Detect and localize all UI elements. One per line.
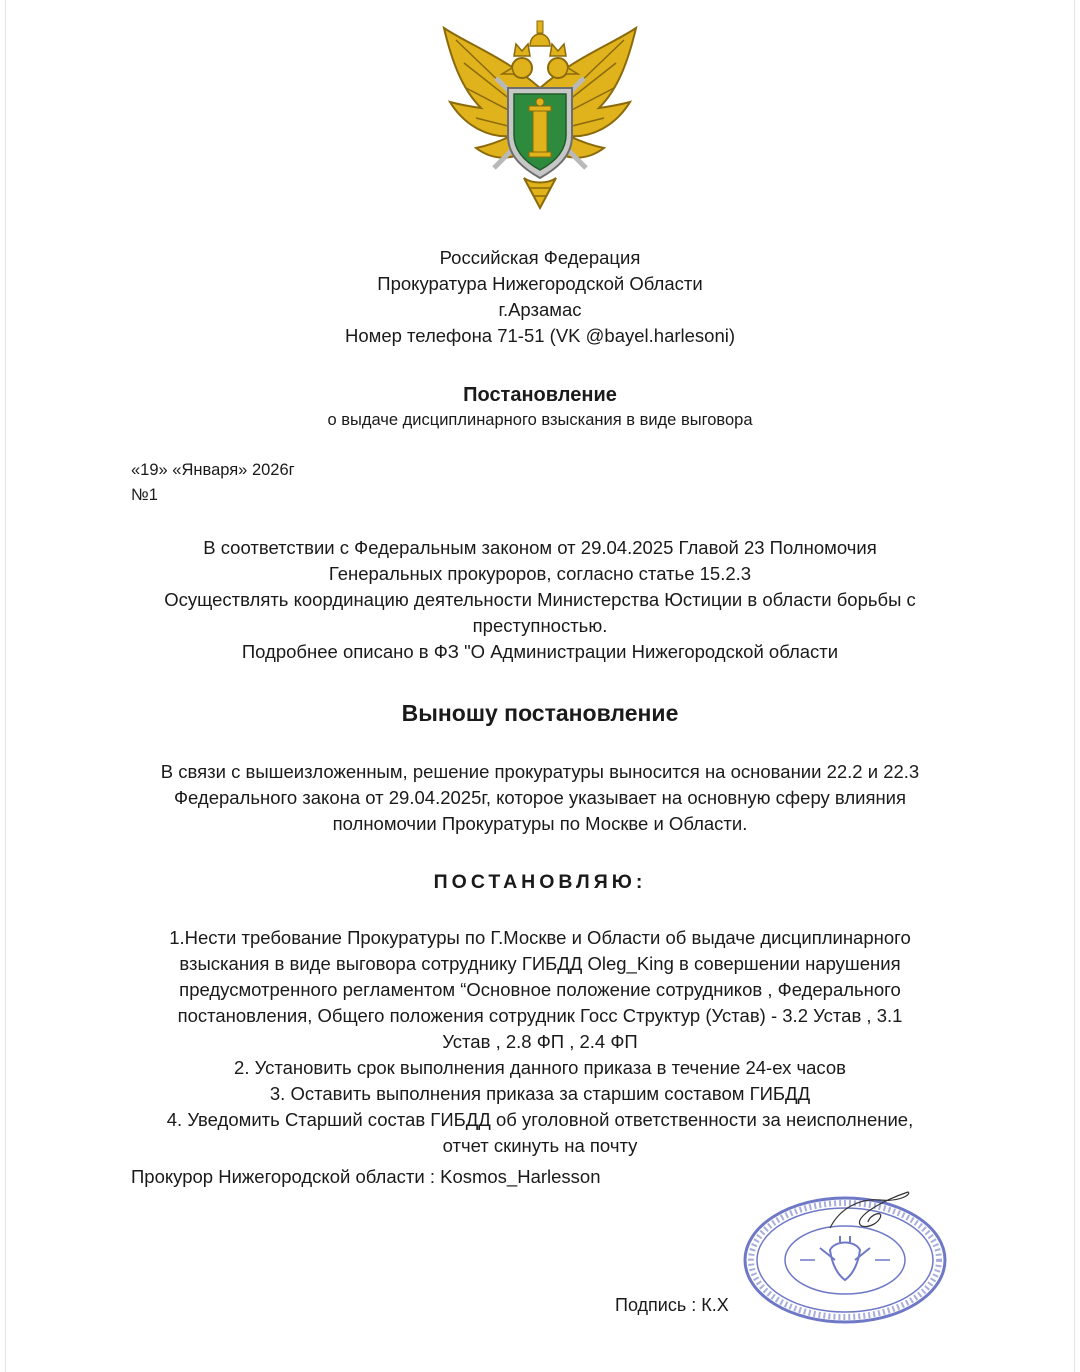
paragraph-line: преступностью.	[472, 615, 608, 636]
decree-item-line: 3. Оставить выполнения приказа за старшим составом ГИБДД	[269, 1083, 811, 1104]
decree-item-line: постановления, Общего положения сотрудник Госс Структур (Устав) - 3.2 Устав , 3.1	[177, 1005, 903, 1026]
decree-item-line: отчет скинуть на почту	[442, 1135, 638, 1156]
page-edge-left	[5, 0, 6, 1372]
header-phone: Номер телефона 71-51 (VK @bayel.harlesoni)	[344, 325, 736, 346]
paragraph-line: Федерального закона от 29.04.2025г, которое указывает на основную сферу влияния	[173, 787, 907, 808]
header-office: Прокуратура Нижегородской Области	[377, 273, 703, 294]
header-country: Российская Федерация	[439, 247, 641, 268]
signature-line: Подпись : К.Х	[615, 1295, 729, 1315]
paragraph-line: В соответствии с Федеральным законом от 29.04.2025 Главой 23 Полномочия	[203, 537, 877, 558]
document-number: №1	[131, 486, 158, 504]
office-header	[0, 245, 1080, 349]
document-title: Постановление	[463, 384, 617, 406]
decree-items	[0, 925, 1080, 1159]
decree-item-line: 2. Установить срок выполнения данного приказа в течение 24-ех часов	[234, 1057, 846, 1078]
resolution-heading: Выношу постановление	[401, 700, 679, 726]
decree-item-line: взыскания в виде выговора сотруднику ГИБДД Oleg_King в совершении нарушения	[179, 953, 901, 974]
decree-heading: ПОСТАНОВЛЯЮ:	[433, 871, 647, 893]
paragraph-line: В связи с вышеизложенным, решение прокуратуры выносится на основании 22.2 и 22.3	[160, 761, 920, 782]
decree-item-line: 1.Нести требование Прокуратуры по Г.Москве и Области об выдаче дисциплинарного	[169, 927, 911, 948]
document-subtitle: о выдаче дисциплинарного взыскания в виде выговора	[327, 411, 753, 429]
signature-scribble-icon	[820, 1188, 920, 1238]
paragraph-line: Подробнее описано в ФЗ "О Администрации Нижегородской области	[241, 641, 839, 662]
paragraph-line: Осуществлять координацию деятельности Министерства Юстиции в области борьбы с	[164, 589, 916, 610]
prosecutor-name: Прокурор Нижегородской области : Kosmos_Harlesson	[131, 1166, 601, 1187]
decree-item-line: Устав , 2.8 ФП , 2.4 ФП	[442, 1031, 638, 1052]
paragraph-line: Генеральных прокуроров, согласно статье 15.2.3	[328, 563, 752, 584]
header-city: г.Арзамас	[498, 299, 582, 320]
page-edge-right	[1074, 0, 1075, 1372]
document-date: «19» «Января» 2026г	[131, 461, 295, 479]
decree-item-line: предусмотренного регламентом “Основное положение сотрудников , Федерального	[179, 979, 901, 1000]
legal-basis-paragraph	[0, 535, 1080, 665]
paragraph-line: полномочии Прокуратуры по Москве и Области.	[332, 813, 748, 834]
decree-item-line: 4. Уведомить Старший состав ГИБДД об уголовной ответственности за неисполнение,	[166, 1109, 914, 1130]
eagle-emblem-icon	[436, 18, 644, 210]
reasoning-paragraph	[0, 759, 1080, 837]
